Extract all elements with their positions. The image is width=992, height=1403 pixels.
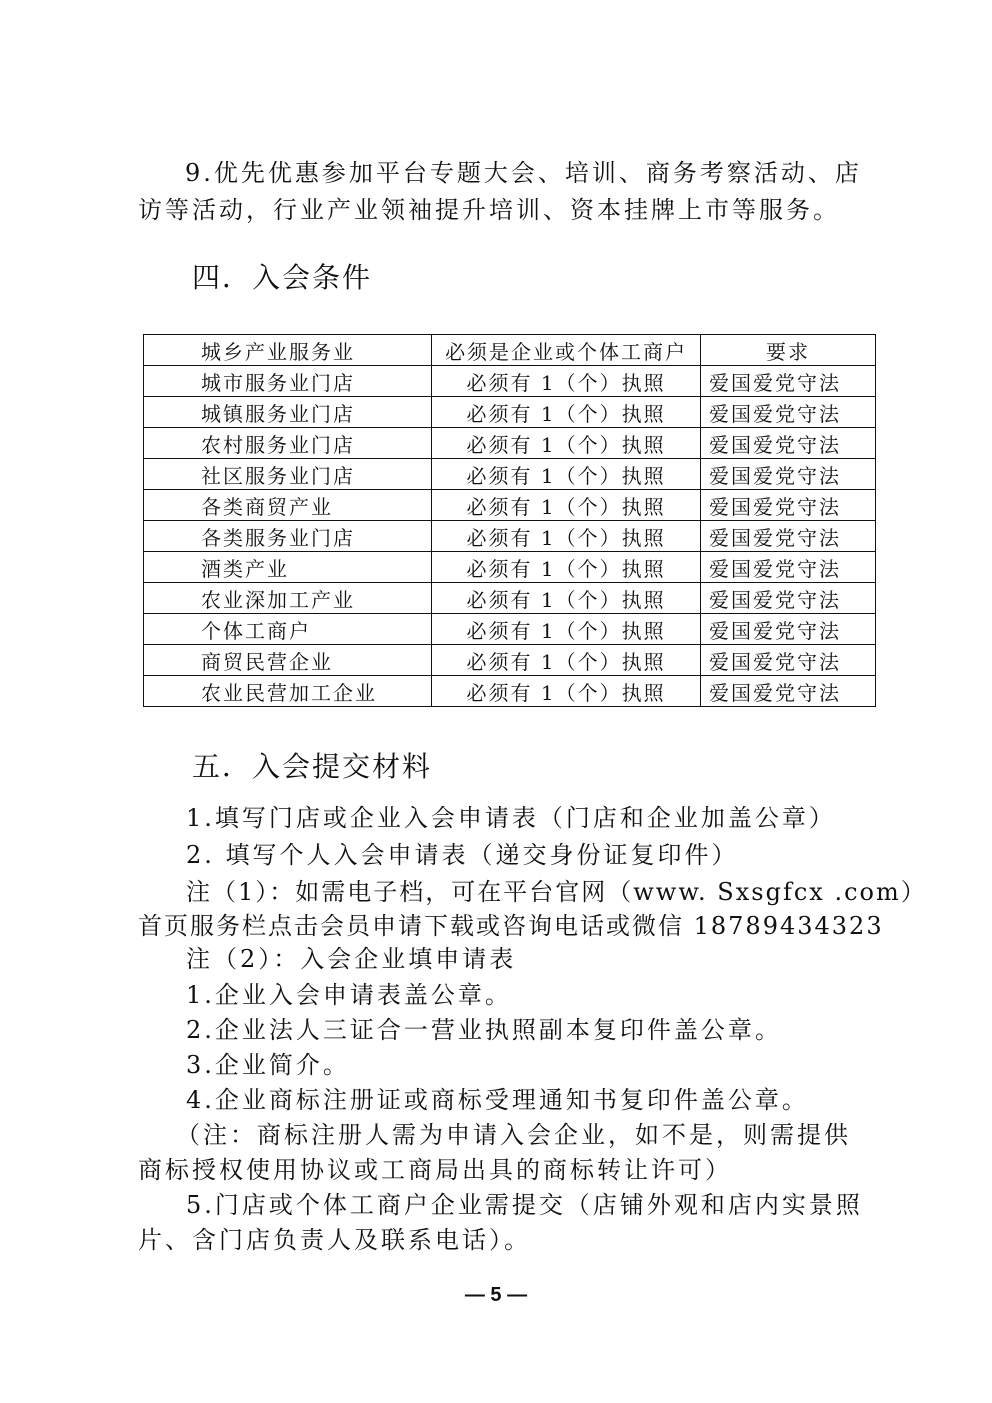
table-cell: 爱国爱党守法 [700,552,875,583]
table-row [144,397,876,428]
table-cell: 爱国爱党守法 [700,459,875,490]
table-cell: 必须有 1（个）执照 [432,676,701,707]
table-cell: 爱国爱党守法 [700,521,875,552]
table-cell: 酒类产业 [144,552,432,583]
table-cell: 个体工商户 [144,614,432,645]
table-row [144,676,876,707]
table-cell: 城镇服务业门店 [144,397,432,428]
materials-line: 4.企业商标注册证或商标受理通知书复印件盖公章。 [186,1086,809,1114]
table-cell: 必须有 1（个）执照 [432,583,701,614]
materials-note-line: 首页服务栏点击会员申请下载或咨询电话或微信 18789434323 [138,912,884,940]
table-cell: 必须有 1（个）执照 [432,428,701,459]
table-cell: 必须有 1（个）执照 [432,459,701,490]
table-cell: 爱国爱党守法 [700,645,875,676]
table-cell: 必须有 1（个）执照 [432,614,701,645]
table-cell: 各类商贸产业 [144,490,432,521]
materials-note-line: 注（1）：如需电子档，可在平台官网（www. Sxsgfcx .com） [186,878,927,906]
table-row [144,521,876,552]
table-cell: 爱国爱党守法 [700,428,875,459]
table-cell: 社区服务业门店 [144,459,432,490]
table-cell: 农村服务业门店 [144,428,432,459]
materials-line: 片、含门店负责人及联系电话）。 [138,1226,531,1254]
table-cell: 必须有 1（个）执照 [432,552,701,583]
table-cell: 爱国爱党守法 [700,614,875,645]
table-header-cell: 要求 [700,335,875,366]
intro-line-2: 访等活动，行业产业领袖提升培训、资本挂牌上市等服务。 [138,196,840,224]
table-row [144,366,876,397]
materials-line: 注（2）：入会企业填申请表 [186,945,517,973]
table-cell: 爱国爱党守法 [700,676,875,707]
materials-line: 2.企业法人三证合一营业执照副本复印件盖公章。 [186,1016,782,1044]
membership-conditions-table [143,334,876,707]
table-cell: 必须有 1（个）执照 [432,397,701,428]
table-cell: 农业深加工产业 [144,583,432,614]
table-cell: 必须有 1（个）执照 [432,521,701,552]
table-header-row [144,335,876,366]
materials-line: 2. 填写个人入会申请表（递交身份证复印件） [186,841,739,869]
page-number: — 5 — [464,1284,528,1306]
materials-line: 3.企业简介。 [186,1051,350,1079]
table-cell: 爱国爱党守法 [700,490,875,521]
materials-line: 商标授权使用协议或工商局出具的商标转让许可） [138,1156,732,1184]
materials-line: 1.企业入会申请表盖公章。 [186,981,512,1009]
table-row [144,428,876,459]
section-4-heading: 四．入会条件 [192,261,373,294]
table-cell: 必须有 1（个）执照 [432,490,701,521]
table-cell: 爱国爱党守法 [700,583,875,614]
table-row [144,583,876,614]
table-header-cell: 必须是企业或个体工商户 [432,335,701,366]
table-cell: 必须有 1（个）执照 [432,645,701,676]
materials-line: 1.填写门店或企业入会申请表（门店和企业加盖公章） [186,804,836,832]
table-cell: 城市服务业门店 [144,366,432,397]
table-header-cell: 城乡产业服务业 [144,335,432,366]
table-cell: 必须有 1（个）执照 [432,366,701,397]
section-5-heading: 五．入会提交材料 [192,750,433,783]
table-cell: 爱国爱党守法 [700,397,875,428]
materials-line: （注：商标注册人需为申请入会企业，如不是，则需提供 [176,1121,851,1149]
table-cell: 商贸民营企业 [144,645,432,676]
table-row [144,552,876,583]
materials-line: 5.门店或个体工商户企业需提交（店铺外观和店内实景照 [186,1191,863,1219]
table-row [144,459,876,490]
intro-line-1: 9.优先优惠参加平台专题大会、培训、商务考察活动、店 [185,159,862,187]
table-cell: 爱国爱党守法 [700,366,875,397]
table-cell: 各类服务业门店 [144,521,432,552]
table-cell: 农业民营加工企业 [144,676,432,707]
table-row [144,645,876,676]
table-row [144,490,876,521]
table-row [144,614,876,645]
